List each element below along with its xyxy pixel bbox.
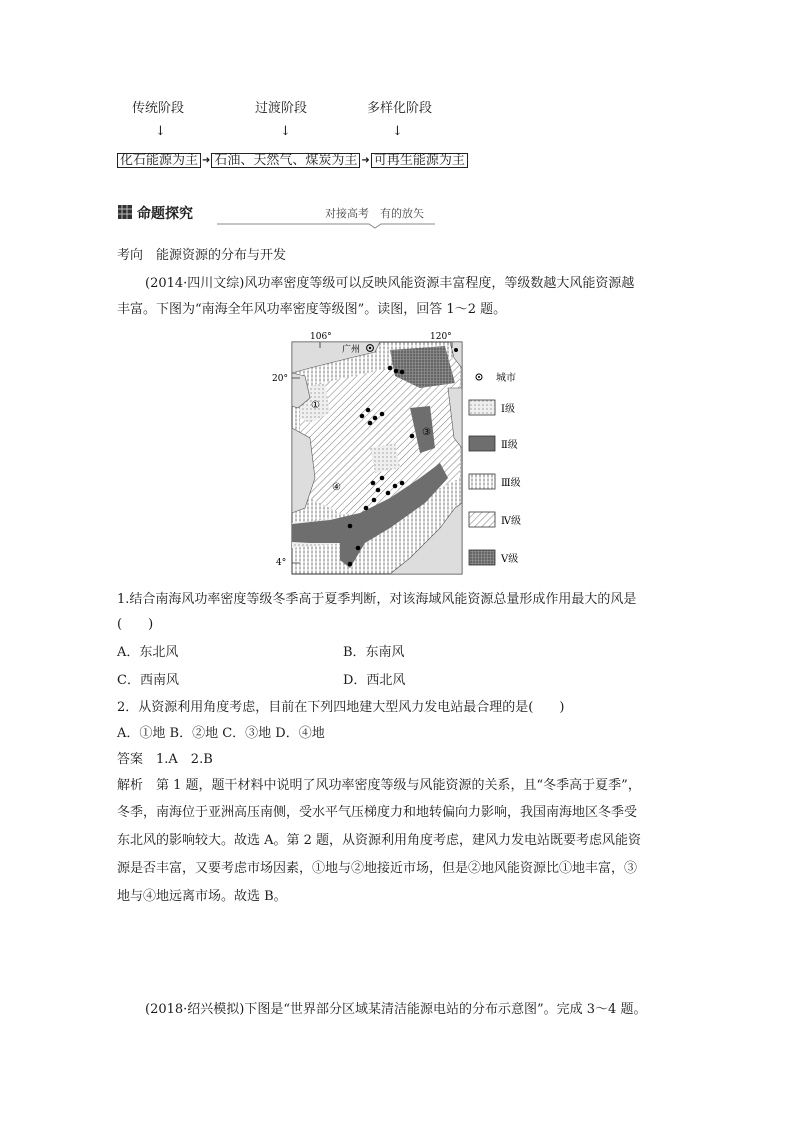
lat-label-4: 4° xyxy=(276,558,287,568)
south-china-sea-wind-map xyxy=(270,328,545,580)
down-arrow-icon: ↓ xyxy=(392,124,403,139)
legend-city-label: 城市 xyxy=(496,373,516,384)
q1-option-c: C．西南风 xyxy=(117,673,179,688)
section-header xyxy=(117,204,435,226)
q2-stem: 2．从资源利用角度考虑，目前在下列四地建大型风力发电站最合理的是( ) xyxy=(117,700,565,715)
analysis-line-4: 源是否丰富，又要考虑市场因素，①地与②地接近市场，但是②地风能资源比①地丰富，③ xyxy=(117,861,638,876)
down-arrow-icon: ↓ xyxy=(155,124,166,139)
next-question-intro: (2018·绍兴模拟)下图是“世界部分区域某清洁能源电站的分布示意图”。完成 3～4 题。 xyxy=(145,1002,647,1017)
section-grid-icon xyxy=(118,205,132,219)
answer-line: 答案 1.A 2.B xyxy=(117,752,213,767)
stage-traditional: 传统阶段 xyxy=(132,101,185,116)
city-label: 广州 xyxy=(342,345,361,355)
legend-level-1-label: Ⅰ级 xyxy=(501,404,515,415)
lon-label-106: 106° xyxy=(310,332,332,342)
legend-level-4-label: Ⅳ级 xyxy=(501,516,521,527)
section-subtitle: 对接高考 有的放矢 xyxy=(325,207,424,220)
q1-option-a: A．东北风 xyxy=(117,645,179,660)
section-underline xyxy=(217,223,435,229)
legend-level-5-label: Ⅴ级 xyxy=(501,554,519,565)
flow-box-oil-gas-coal: 石油、天然气、煤炭为主 xyxy=(211,153,360,168)
stage-transition: 过渡阶段 xyxy=(255,101,308,116)
legend-level-2-label: Ⅱ级 xyxy=(501,440,518,451)
q1-option-b: B．东南风 xyxy=(343,645,405,660)
q1-blank: ( ) xyxy=(117,617,154,632)
intro-line-2: 丰富。下图为“南海全年风功率密度等级图”。读图，回答 1～2 题。 xyxy=(117,302,507,317)
flow-box-renewable: 可再生能源为主 xyxy=(371,153,468,168)
topic-heading: 考向 能源资源的分布与开发 xyxy=(117,248,287,263)
q1-stem: 1.结合南海风功率密度等级冬季高于夏季判断，对该海域风能资源总量形成作用最大的风是 xyxy=(117,592,637,607)
q1-option-d: D．西北风 xyxy=(343,673,406,688)
right-arrow-icon: ➜ xyxy=(361,155,370,166)
energy-flow-chain xyxy=(117,153,468,168)
analysis-line-3: 东北风的影响较大。故选 A。第 2 题，从资源利用角度考虑，建风力发电站既要考虑风能资 xyxy=(117,833,642,848)
site-1-label: ① xyxy=(311,400,320,411)
map-legend xyxy=(469,371,521,565)
lon-label-120: 120° xyxy=(430,332,452,342)
right-arrow-icon: ➜ xyxy=(202,155,211,166)
q2-options: A．①地 B．②地 C．③地 D．④地 xyxy=(117,726,325,741)
site-4-label: ④ xyxy=(332,482,341,493)
stage-diversified: 多样化阶段 xyxy=(367,101,433,116)
down-arrow-icon: ↓ xyxy=(280,124,291,139)
analysis-line-1: 解析 第 1 题，题干材料中说明了风功率密度等级与风能资源的关系，且“冬季高于夏季”， xyxy=(117,778,641,793)
analysis-line-2: 冬季，南海位于亚洲高压南侧，受水平气压梯度力和地转偏向力影响，我国南海地区冬季受 xyxy=(117,805,638,820)
section-title: 命题探究 xyxy=(137,206,193,222)
legend-level-3-label: Ⅲ级 xyxy=(501,478,521,489)
intro-line-1: (2014·四川文综)风功率密度等级可以反映风能资源丰富程度，等级数越大风能资源越 xyxy=(145,276,635,291)
analysis-line-5: 地与④地远离市场。故选 B。 xyxy=(117,889,287,904)
site-3-label: ③ xyxy=(422,427,431,438)
lat-label-20: 20° xyxy=(272,374,288,384)
flow-box-fossil: 化石能源为主 xyxy=(117,153,201,168)
map-area xyxy=(292,342,462,574)
